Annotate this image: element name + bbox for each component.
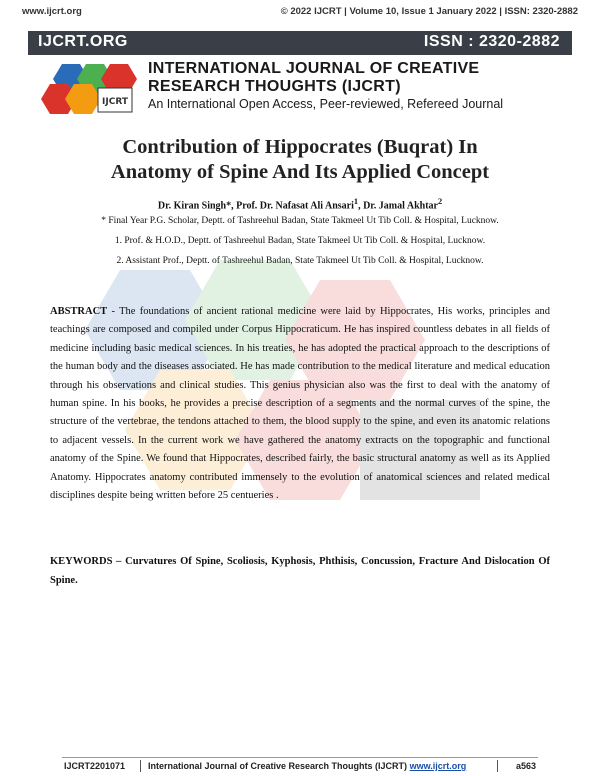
authors <box>40 197 560 211</box>
affiliation-star: * Final Year P.G. Scholar, Deptt. of Tashreehul Badan, State Takmeel Ut Tib Coll. & Hospital, Lucknow. <box>101 216 499 226</box>
paper-title-line1: Contribution of Hippocrates (Buqrat) In <box>122 136 478 158</box>
affiliation-1: 1. Prof. & H.O.D., Deptt. of Tashreehul Badan, State Takmeel Ut Tib Coll. & Hospital, Lucknow. <box>114 236 486 246</box>
authors-mid: , Dr. Jamal Akhtar <box>358 200 438 212</box>
logo-text: IJCRT <box>102 97 128 107</box>
keywords: KEYWORDS – Curvatures Of Spine, Scoliosis, Kyphosis, Phthisis, Concussion, Fracture And Dislocation Of Spine. <box>50 556 550 586</box>
journal-subtitle: An International Open Access, Peer-reviewed, Refereed Journal <box>148 97 504 111</box>
author-sup-1: 1 <box>353 197 359 206</box>
journal-name-line2: RESEARCH THOUGHTS (IJCRT) <box>148 78 401 95</box>
abstract-label: ABSTRACT <box>50 306 108 317</box>
journal-banner <box>28 31 572 55</box>
journal-name <box>148 60 479 96</box>
footer-link[interactable]: www.ijcrt.org <box>409 761 467 771</box>
paper-title-line2: Anatomy of Spine And Its Applied Concept <box>110 161 490 183</box>
abstract <box>50 303 550 505</box>
footer-separator <box>140 760 141 772</box>
banner-issn: ISSN : 2320-2882 <box>423 33 560 50</box>
paper-title <box>40 135 560 185</box>
footer-separator <box>497 760 498 772</box>
footer-paper-id: IJCRT2201071 <box>64 761 126 771</box>
journal-logo-icon <box>40 60 140 118</box>
page-header <box>22 6 578 20</box>
author-sup-2: 2 <box>437 197 443 206</box>
page-footer <box>62 757 538 775</box>
affiliation-2: 2. Assistant Prof., Deptt. of Tashreehul Badan, State Takmeel Ut Tib Coll. & Hospital, Lucknow. <box>116 256 484 266</box>
page-number: a563 <box>515 761 536 771</box>
footer-journal <box>148 761 466 771</box>
banner-site: IJCRT.ORG <box>38 33 128 50</box>
footer-journal-text: International Journal of Creative Research Thoughts (IJCRT) <box>148 761 408 771</box>
authors-main: Dr. Kiran Singh*, Prof. Dr. Nafasat Ali Ansari <box>157 200 354 212</box>
abstract-text: - The foundations of ancient rational medicine were laid by Hippocrates, His works, principles and teachings are composed and compiled under Corpus Hippocraticum. He has inspired countless debates in all fields of medicine including basic medical sciences. In his treaties, he has adopted the practical approach to the descriptions of the human body and the diseases associated. He has made contribution to the medical literature and medical education through his observations and clinical studies. This genius physician also was the first to deal with the anatomy of human spine. In his books, he provides a precise description of a segments and the normal curves of the spine, the structure of the vertebrae, the tendons attached to them, the blood supply to the spine, and even its anatomic relations to adjacent vessels. In the current work we have gathered the anatomy extracts on the topographic and functional anatomy of the Spine. We found that Hippocrates, described fairly, the basic structural anatomy as well as its Applied Anatomy. Hippocrates anatomy contributed immensely to the evolution of anatomical sciences and related medical disciplines despite being written before 25 centueries . <box>50 306 550 502</box>
site-url[interactable]: www.ijcrt.org <box>22 6 82 17</box>
journal-name-line1: INTERNATIONAL JOURNAL OF CREATIVE <box>148 60 480 77</box>
citation-info: © 2022 IJCRT | Volume 10, Issue 1 January 2022 | ISSN: 2320-2882 <box>280 6 578 17</box>
